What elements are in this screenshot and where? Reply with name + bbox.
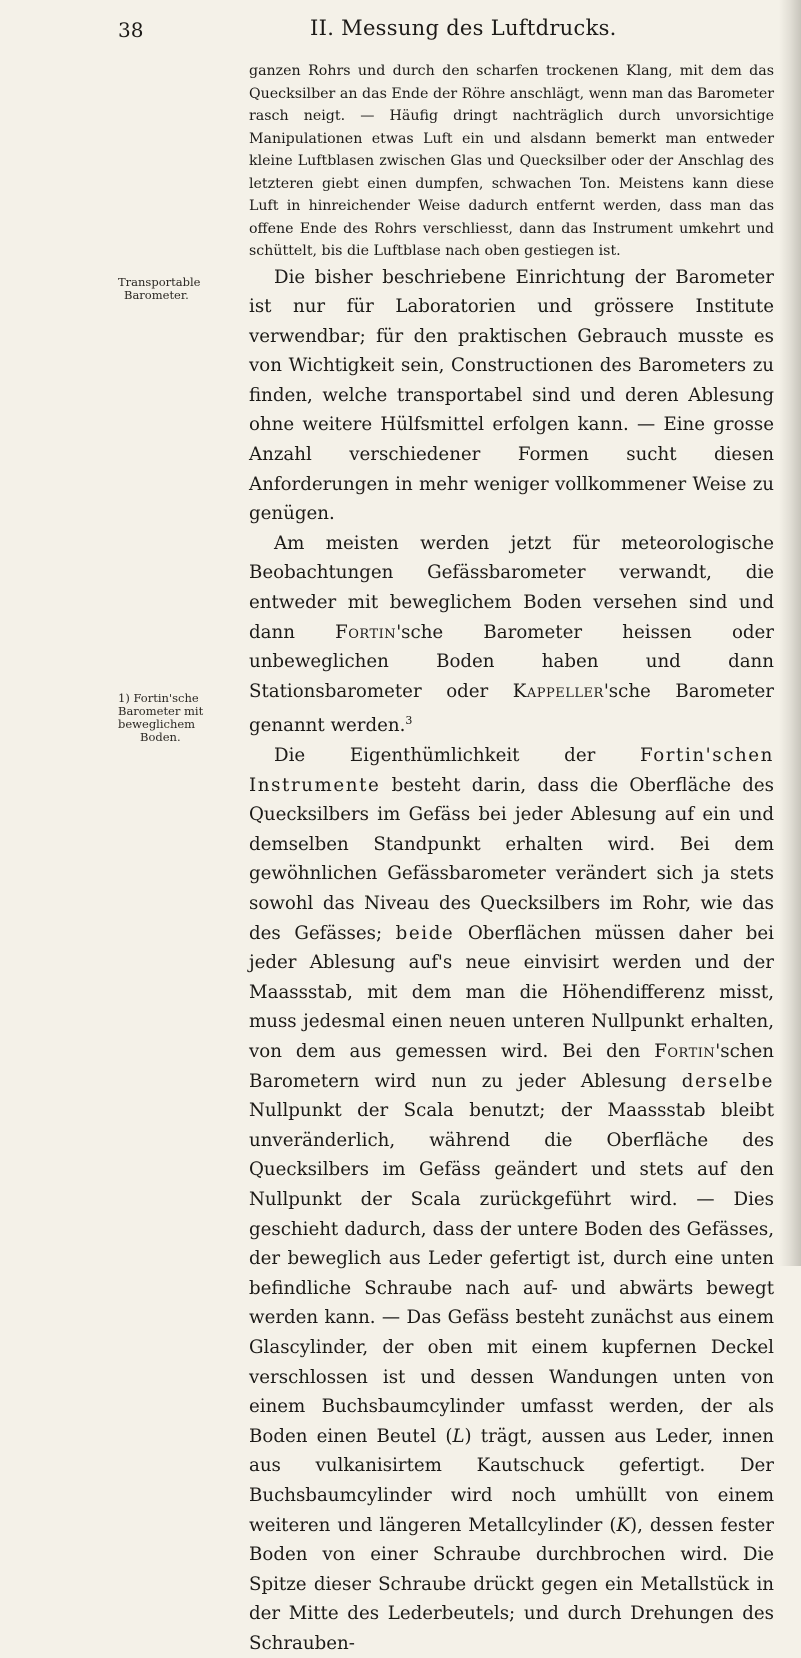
page-header	[0, 6, 801, 46]
body-text	[249, 60, 774, 1658]
name-kappeller: Kappeller	[513, 681, 604, 702]
emphasis-beide: beide	[396, 923, 455, 944]
name-fortin: Fortin	[335, 622, 396, 643]
margin-note-line: 1) Fortin'sche	[118, 692, 203, 705]
label-L: L	[452, 1426, 464, 1447]
margin-note-transportable	[118, 276, 200, 302]
running-title: II. Messung des Luftdrucks.	[310, 16, 617, 40]
margin-note-line: beweglichem	[118, 718, 203, 731]
paragraph-1: ganzen Rohrs und durch den scharfen trockenen Klang, mit dem das Quecksilber an das Ende der Röhre anschlägt, wenn man das Barometer rasch neigt. — Häufig dringt nachträglich durch unvorsichtige Manipulationen etwas Luft ein und alsdann bemerkt man entweder kleine Luftblasen zwischen Glas und Quecksilber oder der Anschlag des letzteren giebt einen dumpfen, schwachen Ton. Meistens kann diese Luft in hinreichender Weise dadurch entfernt werden, dass man das offene Ende des Rohrs verschliesst, dann das Instrument umkehrt und schüttelt, bis die Luftblase nach oben gestiegen ist.	[249, 60, 774, 263]
margin-note-fortin	[118, 692, 203, 744]
name-fortin-2: Fortin	[654, 1041, 715, 1062]
spaced-heading-phrase: Fortin'schen Instrumente	[249, 745, 774, 796]
margin-note-line: Transportable	[118, 276, 200, 289]
page-edge-shadow	[779, 0, 801, 1266]
main-paragraphs	[249, 263, 774, 1658]
label-K: K	[616, 1515, 630, 1536]
margin-note-line: Boden.	[118, 731, 203, 744]
margin-note-line: Barometer.	[118, 289, 200, 302]
page-number: 38	[118, 18, 143, 42]
paragraph-2: Die bisher beschriebene Einrichtung der Barometer ist nur für Laboratorien und grössere Institute verwendbar; für den praktischen Gebrauch musste es von Wichtigkeit sein, Constructionen des Barometers zu finden, welche transportabel sind und deren Ablesung ohne weitere Hülfsmittel erfolgen kann. — Eine grosse Anzahl verschiedener Formen sucht diesen Anforderungen in mehr weniger vollkommener Weise zu genügen.	[249, 263, 774, 529]
margin-note-line: Barometer mit	[118, 705, 203, 718]
paragraph-4: Die Eigenthümlichkeit der Fortin'schen Instrumente besteht darin, dass die Oberfläche des Quecksilbers im Gefäss bei jeder Ablesung auf ein und demselben Standpunkt erhalten wird. Bei dem gewöhnlichen Gefässbarometer verändert sich ja stets sowohl das Niveau des Quecksilbers im Rohr, wie das des Gefässes; beide Oberflächen müssen daher bei jeder Ablesung auf's neue einvisirt werden und der Maassstab, mit dem man die Höhendifferenz misst, muss jedesmal einen neuen unteren Nullpunkt erhalten, von dem aus gemessen wird. Bei den Fortin'schen Barometern wird nun zu jeder Ablesung derselbe Nullpunkt der Scala benutzt; der Maassstab bleibt unveränderlich, während die Oberfläche des Quecksilbers im Gefäss geändert und stets auf den Nullpunkt der Scala zurückgeführt wird. — Dies geschieht dadurch, dass der untere Boden des Gefässes, der beweglich aus Leder gefertigt ist, durch eine unten befindliche Schraube nach auf- und abwärts bewegt werden kann. — Das Gefäss besteht zunächst aus einem Glascylinder, der oben mit einem kupfernen Deckel verschlossen ist und dessen Wandungen unten von einem Buchsbaumcylinder umfasst werden, der als Boden einen Beutel (L) trägt, aussen aus Leder, innen aus vulkanisirtem Kautschuck gefertigt. Der Buchsbaumcylinder wird noch umhüllt von einem weiteren und längeren Metallcylinder (K), dessen fester Boden von einer Schraube durchbrochen wird. Die Spitze dieser Schraube drückt gegen ein Metallstück in der Mitte des Lederbeutels; und durch Drehungen des Schrauben-	[249, 741, 774, 1658]
emphasis-derselbe: derselbe	[682, 1071, 774, 1092]
paragraph-3: Am meisten werden jetzt für meteorologische Beobachtungen Gefässbarometer verwandt, die entweder mit beweglichem Boden versehen sind und dann Fortin'sche Barometer heissen oder unbeweglichen Boden haben und dann Stationsbarometer oder Kappeller'sche Barometer genannt werden.$^3$	[249, 529, 774, 741]
paragraph-continuation	[249, 60, 774, 263]
footnote-marker: 3	[405, 714, 412, 727]
